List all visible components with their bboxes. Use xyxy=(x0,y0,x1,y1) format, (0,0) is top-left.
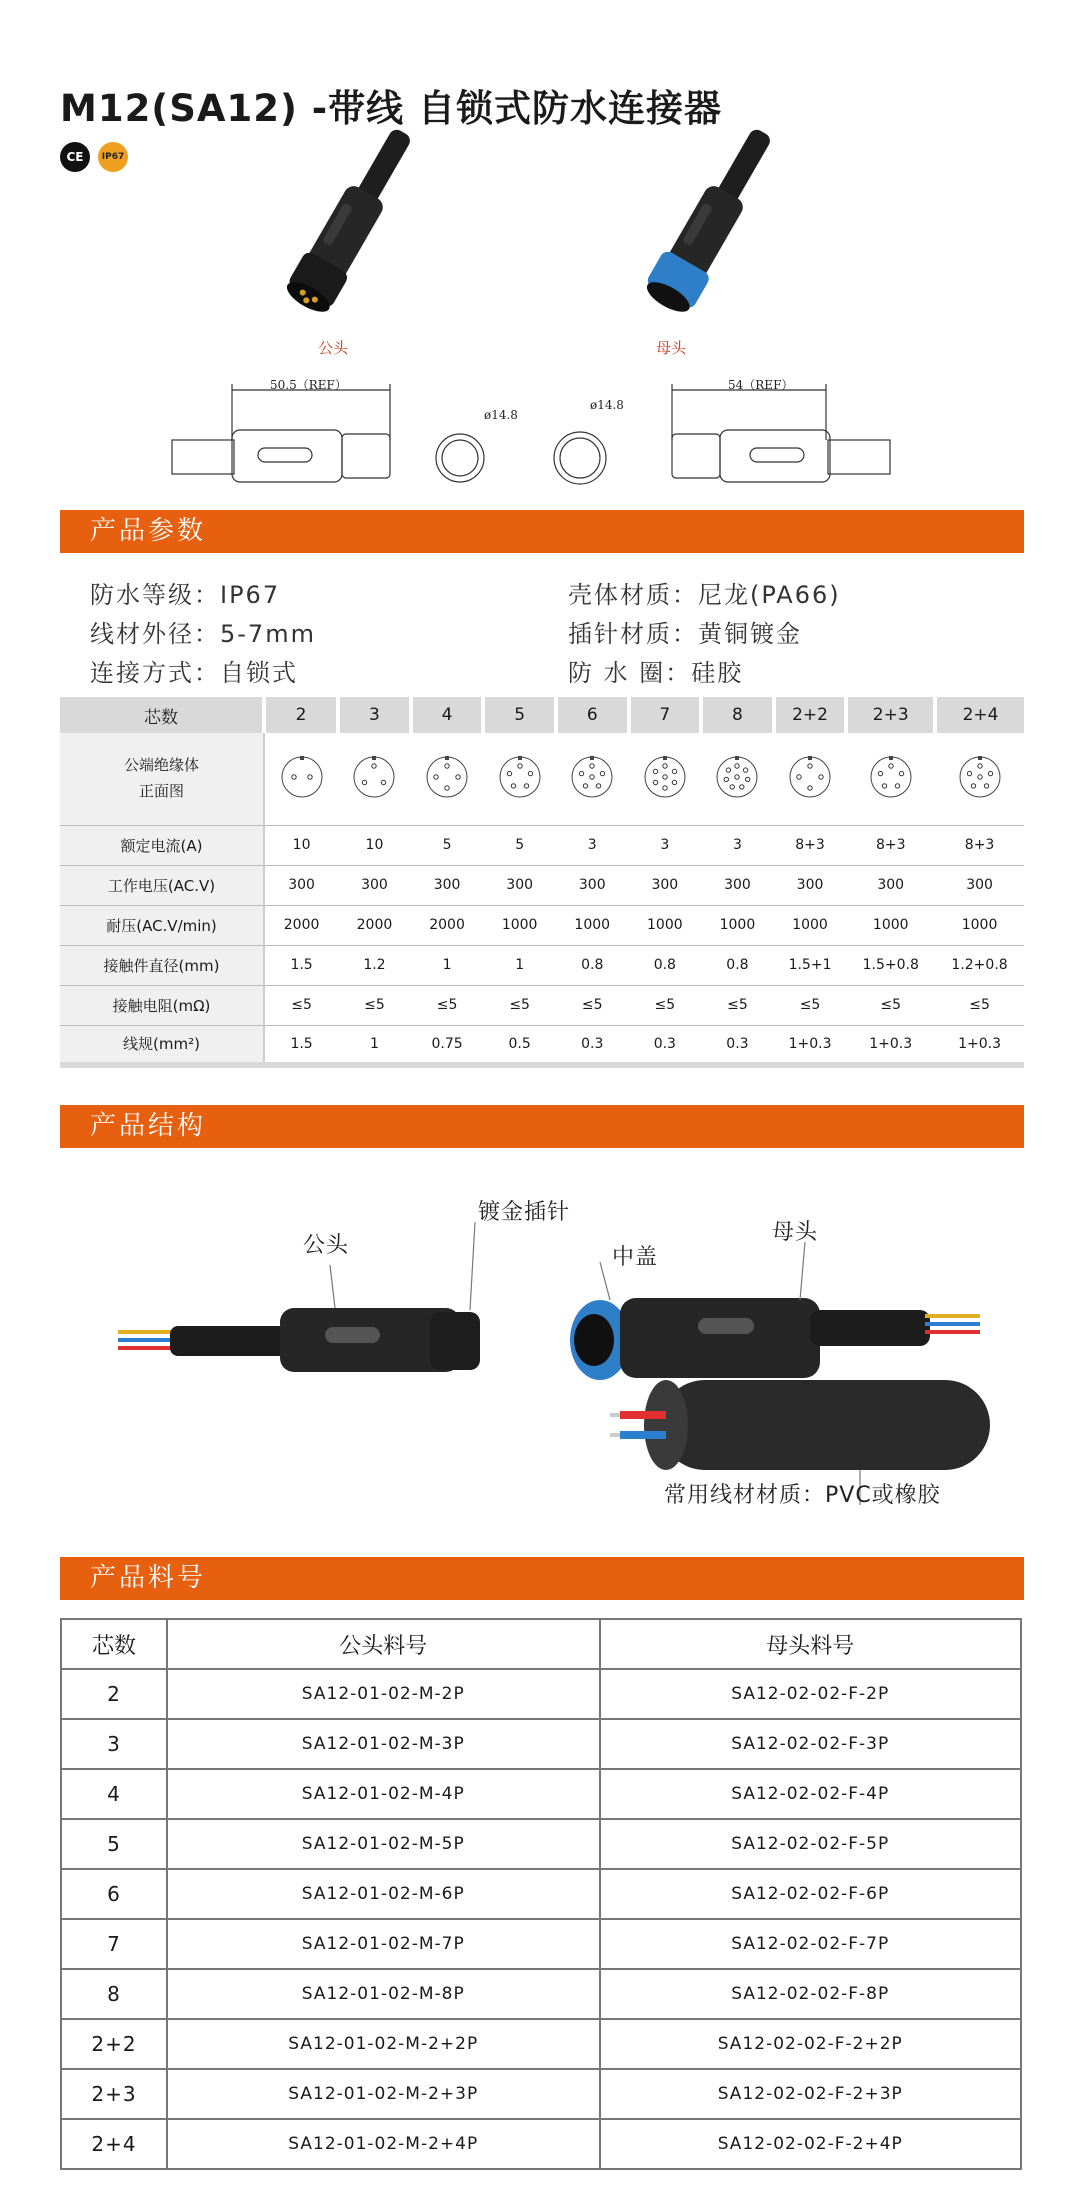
spec-cell: 1000 xyxy=(629,905,702,945)
spec-cell: ≤5 xyxy=(935,985,1024,1025)
pn-female-part: SA12-02-02-F-2+2P xyxy=(600,2019,1022,2069)
pn-row xyxy=(61,2069,1021,2119)
pn-female-part: SA12-02-02-F-8P xyxy=(600,1969,1022,2019)
spec-col-header: 2+4 xyxy=(935,697,1024,733)
spec-cell: 300 xyxy=(935,865,1024,905)
pn-row xyxy=(61,2119,1021,2169)
spec-cell: 1.5 xyxy=(264,1025,338,1065)
pn-female-part: SA12-02-02-F-5P xyxy=(600,1819,1022,1869)
pin-row-label: 公端绝缘体 正面图 xyxy=(60,733,264,825)
structure-cable-material-label: 常用线材材质：PVC或橡胶 xyxy=(664,1483,941,1508)
pn-core-count: 5 xyxy=(61,1819,167,1869)
pin-layout-icon xyxy=(424,754,470,800)
spec-col-header: 2 xyxy=(264,697,338,733)
section-part-numbers-header: 产品料号 xyxy=(60,1557,1024,1600)
pn-male-part: SA12-01-02-M-2+3P xyxy=(167,2069,600,2119)
spec-cell: 300 xyxy=(411,865,484,905)
spec-table xyxy=(60,697,1024,1068)
spec-cell: 3 xyxy=(629,825,702,865)
structure-middle-cap-label: 中盖 xyxy=(612,1245,659,1270)
spec-cell: ≤5 xyxy=(556,985,629,1025)
pn-female-part: SA12-02-02-F-2+4P xyxy=(600,2119,1022,2169)
spec-cell: 1000 xyxy=(935,905,1024,945)
spec-header-row xyxy=(60,697,1024,733)
spec-row-label: 接触电阻(mΩ) xyxy=(60,985,264,1025)
pn-female-part: SA12-02-02-F-2P xyxy=(600,1669,1022,1719)
spec-cell: 8+3 xyxy=(935,825,1024,865)
spec-row-label: 线规(mm²) xyxy=(60,1025,264,1065)
pin-layout-cell xyxy=(629,733,702,825)
spec-cell: 1000 xyxy=(846,905,935,945)
spec-cell: 0.75 xyxy=(411,1025,484,1065)
spec-row-label: 额定电流(A) xyxy=(60,825,264,865)
pn-header-cores: 芯数 xyxy=(61,1619,167,1669)
pn-row xyxy=(61,1719,1021,1769)
spec-cell: 1000 xyxy=(774,905,847,945)
pin-layout-cell xyxy=(483,733,556,825)
spec-row-label: 耐压(AC.V/min) xyxy=(60,905,264,945)
spec-row-label: 工作电压(AC.V) xyxy=(60,865,264,905)
spec-col-header: 5 xyxy=(483,697,556,733)
spec-cell: 2000 xyxy=(264,905,338,945)
spec-cell: ≤5 xyxy=(846,985,935,1025)
pin-layout-icon xyxy=(351,754,397,800)
pn-male-part: SA12-01-02-M-2P xyxy=(167,1669,600,1719)
pn-core-count: 2 xyxy=(61,1669,167,1719)
spec-cell: 300 xyxy=(846,865,935,905)
pin-layout-icon xyxy=(642,754,688,800)
spec-cell: 8+3 xyxy=(846,825,935,865)
spec-col-header: 4 xyxy=(411,697,484,733)
spec-cell: 10 xyxy=(338,825,411,865)
section-params-header: 产品参数 xyxy=(60,510,1024,553)
pn-female-part: SA12-02-02-F-2+3P xyxy=(600,2069,1022,2119)
spec-row xyxy=(60,825,1024,865)
pn-header-row xyxy=(61,1619,1021,1669)
pn-core-count: 8 xyxy=(61,1969,167,2019)
pn-header-male: 公头料号 xyxy=(167,1619,600,1669)
structure-male-label: 公头 xyxy=(303,1233,350,1258)
spec-cell: ≤5 xyxy=(264,985,338,1025)
spec-cell: 2000 xyxy=(338,905,411,945)
spec-row xyxy=(60,945,1024,985)
spec-cell: 300 xyxy=(556,865,629,905)
female-head-label: 母头 xyxy=(656,339,687,357)
pn-female-part: SA12-02-02-F-3P xyxy=(600,1719,1022,1769)
pin-layout-cell xyxy=(701,733,774,825)
pin-layout-cell xyxy=(411,733,484,825)
param-cable-diameter: 线材外径：5-7mm xyxy=(90,620,316,648)
pin-layout-cell xyxy=(774,733,847,825)
spec-cell: 1.5+1 xyxy=(774,945,847,985)
spec-cell: 0.5 xyxy=(483,1025,556,1065)
spec-row xyxy=(60,1025,1024,1065)
spec-cell: 1 xyxy=(338,1025,411,1065)
spec-cell: ≤5 xyxy=(774,985,847,1025)
spec-cell: 0.3 xyxy=(629,1025,702,1065)
ip67-badge-icon: IP67 xyxy=(98,142,128,172)
male-head-label: 公头 xyxy=(318,339,349,357)
spec-cell: 0.8 xyxy=(701,945,774,985)
spec-cell: ≤5 xyxy=(338,985,411,1025)
male-connector-image xyxy=(270,120,440,325)
ce-mark-icon: CE xyxy=(60,142,90,172)
pn-male-part: SA12-01-02-M-6P xyxy=(167,1869,600,1919)
spec-cell: 300 xyxy=(774,865,847,905)
spec-col-header: 7 xyxy=(629,697,702,733)
pin-layout-cell xyxy=(338,733,411,825)
spec-cell: ≤5 xyxy=(701,985,774,1025)
pin-layout-icon xyxy=(868,754,914,800)
spec-cell: 300 xyxy=(629,865,702,905)
spec-cell: 5 xyxy=(411,825,484,865)
spec-cell: ≤5 xyxy=(483,985,556,1025)
spec-cell: 1000 xyxy=(483,905,556,945)
pn-male-part: SA12-01-02-M-3P xyxy=(167,1719,600,1769)
param-waterproof: 防水等级：IP67 xyxy=(90,581,281,609)
pn-row xyxy=(61,2019,1021,2069)
male-diameter-dimension: ø14.8 xyxy=(484,408,518,422)
pn-row xyxy=(61,1769,1021,1819)
spec-row xyxy=(60,905,1024,945)
param-pin-material: 插针材质：黄铜镀金 xyxy=(568,620,802,648)
female-connector-image xyxy=(630,120,800,325)
pn-male-part: SA12-01-02-M-2+4P xyxy=(167,2119,600,2169)
spec-row xyxy=(60,985,1024,1025)
pin-layout-cell xyxy=(935,733,1024,825)
pin-layout-cell xyxy=(264,733,338,825)
spec-cell: 300 xyxy=(338,865,411,905)
structure-female-label: 母头 xyxy=(772,1220,819,1245)
spec-col-header: 6 xyxy=(556,697,629,733)
spec-cell: 1.2+0.8 xyxy=(935,945,1024,985)
pin-layout-icon xyxy=(569,754,615,800)
spec-cell: 1.2 xyxy=(338,945,411,985)
pin-layout-icon xyxy=(279,754,325,800)
spec-cell: 1 xyxy=(411,945,484,985)
spec-col-header: 2+2 xyxy=(774,697,847,733)
spec-cell: 5 xyxy=(483,825,556,865)
spec-cell: 3 xyxy=(701,825,774,865)
spec-cell: 1+0.3 xyxy=(774,1025,847,1065)
spec-cell: 1+0.3 xyxy=(935,1025,1024,1065)
spec-cell: 0.8 xyxy=(556,945,629,985)
spec-col-header: 3 xyxy=(338,697,411,733)
spec-cell: 1000 xyxy=(556,905,629,945)
spec-cell: 300 xyxy=(483,865,556,905)
part-number-table xyxy=(60,1618,1022,2170)
pin-layout-icon xyxy=(957,754,1003,800)
spec-cell: 1.5+0.8 xyxy=(846,945,935,985)
spec-cell: 1000 xyxy=(701,905,774,945)
male-length-dimension: 50.5（REF） xyxy=(270,378,347,392)
pn-core-count: 3 xyxy=(61,1719,167,1769)
page-title: M12(SA12) -带线 自锁式防水连接器 xyxy=(60,87,723,130)
section-structure-header: 产品结构 xyxy=(60,1105,1024,1148)
spec-cell: ≤5 xyxy=(411,985,484,1025)
spec-cell: 1 xyxy=(483,945,556,985)
pn-male-part: SA12-01-02-M-2+2P xyxy=(167,2019,600,2069)
pin-layout-cell xyxy=(846,733,935,825)
pn-core-count: 4 xyxy=(61,1769,167,1819)
pn-core-count: 2+4 xyxy=(61,2119,167,2169)
pin-layout-icon xyxy=(787,754,833,800)
pn-male-part: SA12-01-02-M-5P xyxy=(167,1819,600,1869)
pin-layout-icon xyxy=(714,754,760,800)
pn-core-count: 7 xyxy=(61,1919,167,1969)
pn-female-part: SA12-02-02-F-4P xyxy=(600,1769,1022,1819)
spec-cell: 0.8 xyxy=(629,945,702,985)
pin-layout-cell xyxy=(556,733,629,825)
spec-col-header: 2+3 xyxy=(846,697,935,733)
param-connection: 连接方式：自锁式 xyxy=(90,659,298,687)
pn-row xyxy=(61,1919,1021,1969)
spec-cell: 0.3 xyxy=(556,1025,629,1065)
pn-male-part: SA12-01-02-M-4P xyxy=(167,1769,600,1819)
pn-row xyxy=(61,1819,1021,1869)
pin-layout-icon xyxy=(497,754,543,800)
spec-cell: 8+3 xyxy=(774,825,847,865)
spec-cell: ≤5 xyxy=(629,985,702,1025)
pn-core-count: 2+2 xyxy=(61,2019,167,2069)
spec-row xyxy=(60,865,1024,905)
pn-header-female: 母头料号 xyxy=(600,1619,1022,1669)
female-length-dimension: 54（REF） xyxy=(728,378,794,392)
pn-core-count: 2+3 xyxy=(61,2069,167,2119)
structure-gold-pin-label: 镀金插针 xyxy=(478,1200,571,1225)
spec-cell: 10 xyxy=(264,825,338,865)
spec-cell: 1.5 xyxy=(264,945,338,985)
param-seal: 防 水 圈：硅胶 xyxy=(568,659,744,687)
pn-male-part: SA12-01-02-M-8P xyxy=(167,1969,600,2019)
spec-col-header: 8 xyxy=(701,697,774,733)
spec-cell: 3 xyxy=(556,825,629,865)
spec-cell: 1+0.3 xyxy=(846,1025,935,1065)
spec-cell: 300 xyxy=(701,865,774,905)
pn-male-part: SA12-01-02-M-7P xyxy=(167,1919,600,1969)
pn-row xyxy=(61,1969,1021,2019)
pn-female-part: SA12-02-02-F-6P xyxy=(600,1869,1022,1919)
spec-header-label: 芯数 xyxy=(60,697,264,733)
pn-row xyxy=(61,1669,1021,1719)
spec-cell: 2000 xyxy=(411,905,484,945)
pin-layout-row xyxy=(60,733,1024,825)
spec-cell: 0.3 xyxy=(701,1025,774,1065)
spec-row-label: 接触件直径(mm) xyxy=(60,945,264,985)
pn-female-part: SA12-02-02-F-7P xyxy=(600,1919,1022,1969)
structure-image xyxy=(100,1180,1000,1520)
param-housing: 壳体材质：尼龙(PA66) xyxy=(568,581,841,609)
pn-row xyxy=(61,1869,1021,1919)
spec-cell: 300 xyxy=(264,865,338,905)
female-diameter-dimension: ø14.8 xyxy=(590,398,624,412)
pn-core-count: 6 xyxy=(61,1869,167,1919)
